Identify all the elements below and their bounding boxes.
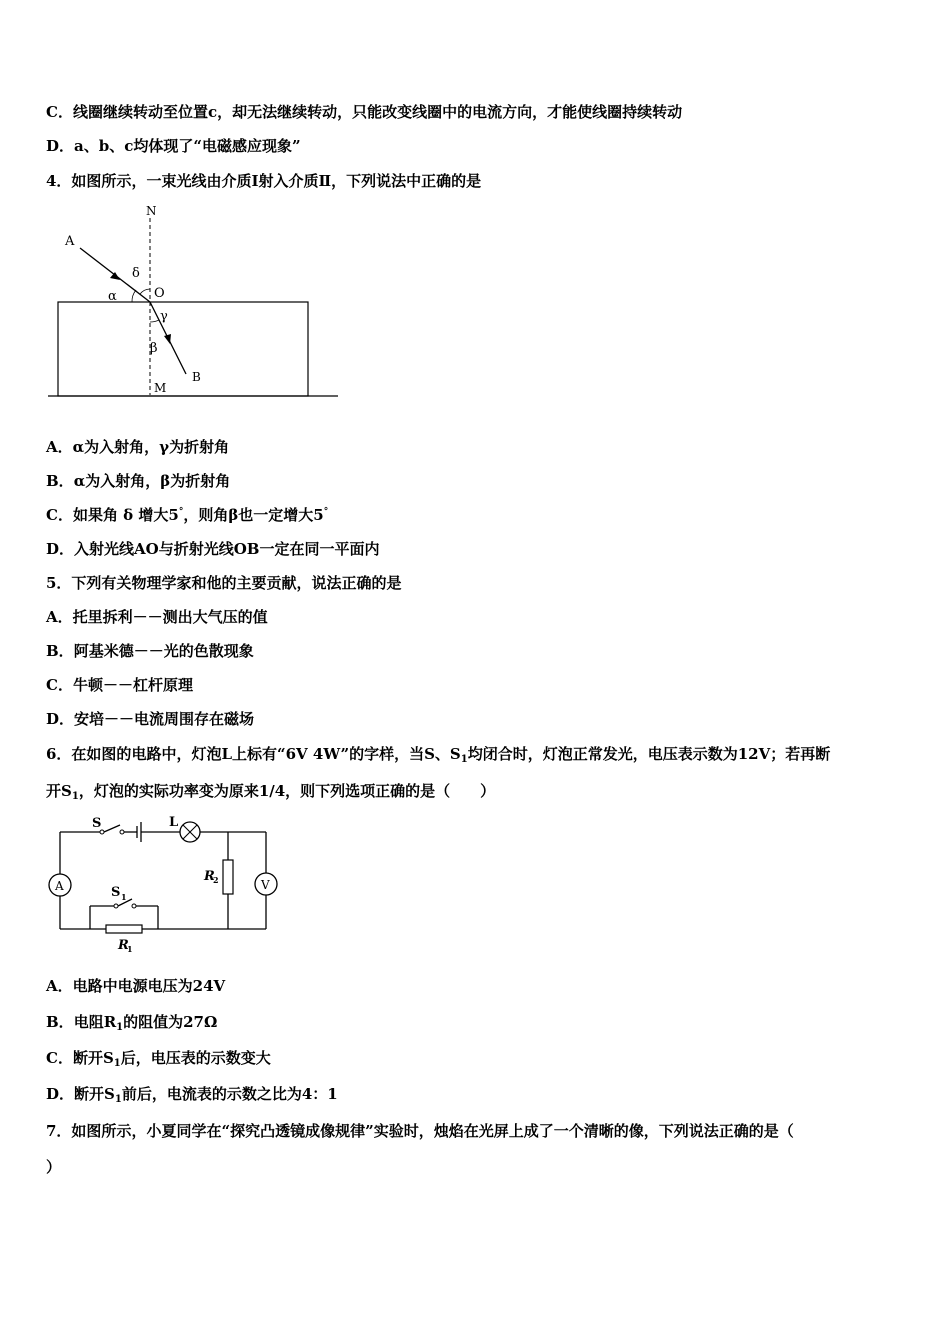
option-text: a、b、c均体现了“电磁感应现象” (74, 137, 301, 155)
option-label: D． (46, 540, 75, 558)
label-o: O (154, 286, 165, 301)
label-r1-sub: 1 (127, 944, 133, 954)
q6-stem-line2 (46, 781, 495, 801)
label-m: M (154, 381, 167, 395)
option-label: B． (46, 472, 74, 490)
label-n: N (146, 204, 157, 218)
option-text: α为入射角，β为折射角 (73, 472, 231, 490)
question-text: 6．在如图的电路中，灯泡L上标有“6V 4W”的字样，当S、S (46, 745, 461, 763)
q6-stem-line1 (46, 744, 830, 764)
label-alpha: α (108, 289, 117, 304)
question-text: ，灯泡的实际功率变为原来1/4，则下列选项正确的是（ ） (78, 782, 496, 800)
option-label: D． (46, 1085, 75, 1103)
option-text: α为入射角，γ为折射角 (72, 438, 230, 456)
option-text: 断开S (72, 1049, 114, 1067)
degree-sign: ° (178, 507, 184, 517)
option-label: B． (46, 642, 74, 660)
option-text: 如果角 δ 增大5 (72, 506, 179, 524)
switch-s (104, 825, 120, 832)
option-label: C． (46, 676, 73, 694)
question-text: 均闭合时，灯泡正常发光，电压表示数为12V；若再断 (467, 745, 831, 763)
label-a: A (55, 879, 64, 893)
option-label: C． (46, 103, 73, 121)
alpha-arc (132, 290, 136, 302)
question-text: 4．如图所示，一束光线由介质Ⅰ射入介质Ⅱ，下列说法中正确的是 (46, 172, 482, 190)
subscript: 1 (116, 1022, 124, 1033)
q5-option-d (46, 709, 254, 729)
circuit-diagram (44, 812, 284, 957)
q7-stem-line1 (46, 1121, 794, 1141)
label-beta: β (150, 341, 158, 356)
option-text: 牛顿－－杠杆原理 (72, 676, 193, 694)
q6-option-d (46, 1084, 338, 1104)
q4-option-b (46, 471, 230, 491)
q4-option-c (46, 505, 328, 525)
option-text: 阿基米德－－光的色散现象 (73, 642, 254, 660)
label-s1: S (111, 885, 121, 900)
subscript: 1 (71, 791, 79, 802)
subscript: 1 (460, 754, 468, 765)
label-r2: R (204, 869, 215, 884)
label-l: L (169, 815, 179, 830)
option-label: C． (46, 1049, 73, 1067)
q5-option-b (46, 641, 254, 661)
question-text: ） (46, 1158, 62, 1176)
option-label: C． (46, 506, 73, 524)
question-text: 7．如图所示，小夏同学在“探究凸透镜成像规律”实验时，烛焰在光屏上成了一个清晰的像，下列说法正确的是（ (46, 1122, 794, 1140)
option-label: A． (46, 438, 73, 456)
question-text: 5．下列有关物理学家和他的主要贡献，说法正确的是 (46, 574, 402, 592)
subscript: 1 (113, 1058, 121, 1069)
option-text: 断开S (74, 1085, 115, 1103)
label-gamma: γ (160, 309, 168, 324)
label-b: B (192, 370, 201, 384)
beta-arc (150, 320, 159, 322)
option-text: 前后，电流表的示数之比为4：1 (121, 1085, 338, 1103)
q3-option-d (46, 136, 301, 156)
label-s: S (92, 816, 102, 831)
option-text: 线圈继续转动至位置c，却无法继续转动，只能改变线圈中的电流方向，才能使线圈持续转动 (72, 103, 683, 121)
option-label: A． (46, 977, 73, 995)
q5-option-c (46, 675, 193, 695)
resistor-r1 (106, 925, 142, 933)
option-text: 入射光线AO与折射光线OB一定在同一平面内 (74, 540, 380, 558)
option-text: 安培－－电流周围存在磁场 (74, 710, 255, 728)
q6-option-b (46, 1012, 217, 1032)
medium-box (58, 302, 308, 396)
incident-arrow (110, 272, 120, 280)
label-r1: R (118, 938, 129, 953)
option-text: 电路中电源电压为24V (72, 977, 226, 995)
q4-option-d (46, 539, 379, 559)
option-label: D． (46, 137, 75, 155)
label-r2-sub: 2 (213, 875, 219, 885)
label-v: V (261, 878, 270, 892)
question-text: 开S (46, 782, 72, 800)
option-label: A． (46, 608, 73, 626)
q4-option-a (46, 437, 229, 457)
label-delta: δ (132, 266, 140, 281)
q5-option-a (46, 607, 268, 627)
option-text: 后，电压表的示数变大 (120, 1049, 271, 1067)
option-text: 的阻值为27Ω (123, 1013, 218, 1031)
subscript: 1 (114, 1094, 122, 1105)
q5-stem (46, 573, 401, 593)
delta-arc (140, 289, 150, 294)
label-s1-sub: 1 (121, 892, 127, 902)
degree-sign: ° (323, 507, 329, 517)
q6-option-a (46, 976, 225, 996)
q3-option-c (46, 102, 682, 122)
refracted-arrow (164, 334, 171, 344)
option-text: 托里拆利－－测出大气压的值 (72, 608, 268, 626)
refraction-diagram (40, 200, 350, 405)
q7-stem-line2 (46, 1157, 61, 1177)
option-text: ，则角β也一定增大5 (183, 506, 324, 524)
option-label: D． (46, 710, 75, 728)
option-label: B． (46, 1013, 74, 1031)
option-text: 电阻R (73, 1013, 117, 1031)
resistor-r2 (223, 860, 233, 894)
label-a: A (65, 234, 75, 249)
q4-stem (46, 171, 481, 191)
q6-option-c (46, 1048, 271, 1068)
